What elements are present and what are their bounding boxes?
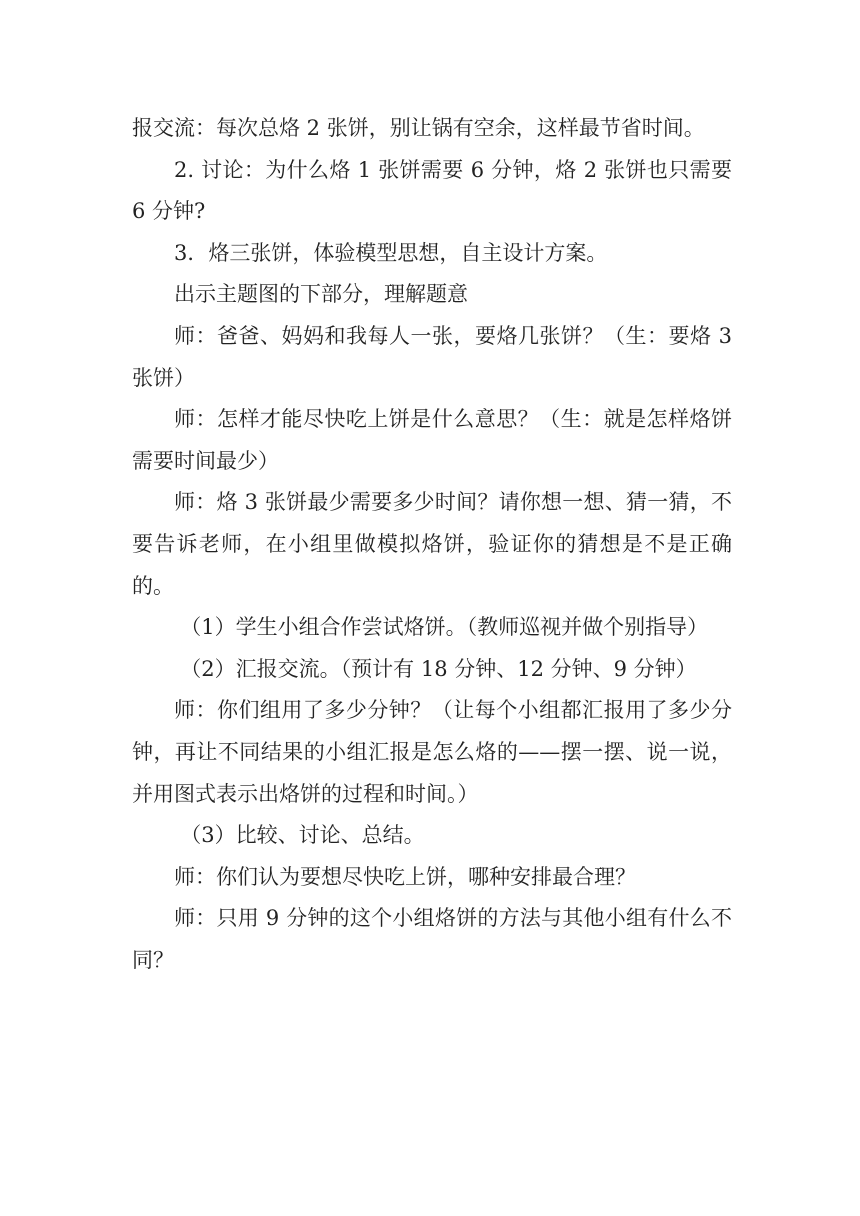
paragraph-discussion: 2. 讨论：为什么烙 1 张饼需要 6 分钟，烙 2 张饼也只需要 6 分钟? bbox=[132, 157, 732, 224]
paragraph-step-3: 3．烙三张饼，体验模型思想，自主设计方案。 bbox=[174, 240, 608, 265]
paragraph-sub-2: （2）汇报交流。（预计有 18 分钟、12 分钟、9 分钟） bbox=[180, 656, 697, 681]
paragraph-show-picture: 出示主题图的下部分，理解题意 bbox=[174, 282, 468, 307]
paragraph-teacher-question-4: 师：你们组用了多少分钟？（让每个小组都汇报用了多少分钟，再让不同结果的小组汇报是怎么烙的——摆一摆、说一说，并用图式表示出烙饼的过程和时间。） bbox=[132, 698, 732, 806]
paragraph-sub-1: （1）学生小组合作尝试烙饼。（教师巡视并做个别指导） bbox=[180, 615, 709, 640]
paragraph-continued: 报交流：每次总烙 2 张饼，别让锅有空余，这样最节省时间。 bbox=[132, 116, 705, 140]
paragraph-teacher-question-6: 师：只用 9 分钟的这个小组烙饼的方法与其他小组有什么不同？ bbox=[132, 906, 732, 972]
paragraph-sub-3: （3）比较、讨论、总结。 bbox=[180, 823, 425, 848]
document-body bbox=[132, 108, 732, 981]
paragraph-teacher-question-1: 师：爸爸、妈妈和我每人一张，要烙几张饼？（生：要烙 3 张饼） bbox=[132, 323, 732, 390]
paragraph-teacher-question-5: 师：你们认为要想尽快吃上饼，哪种安排最合理？ bbox=[174, 864, 636, 889]
paragraph-teacher-question-3: 师：烙 3 张饼最少需要多少时间？请你想一想、猜一猜，不要告诉老师，在小组里做模拟烙饼，验证你的猜想是不是正确的。 bbox=[132, 490, 732, 598]
paragraph-teacher-question-2: 师：怎样才能尽快吃上饼是什么意思？（生：就是怎样烙饼需要时间最少） bbox=[132, 407, 732, 473]
